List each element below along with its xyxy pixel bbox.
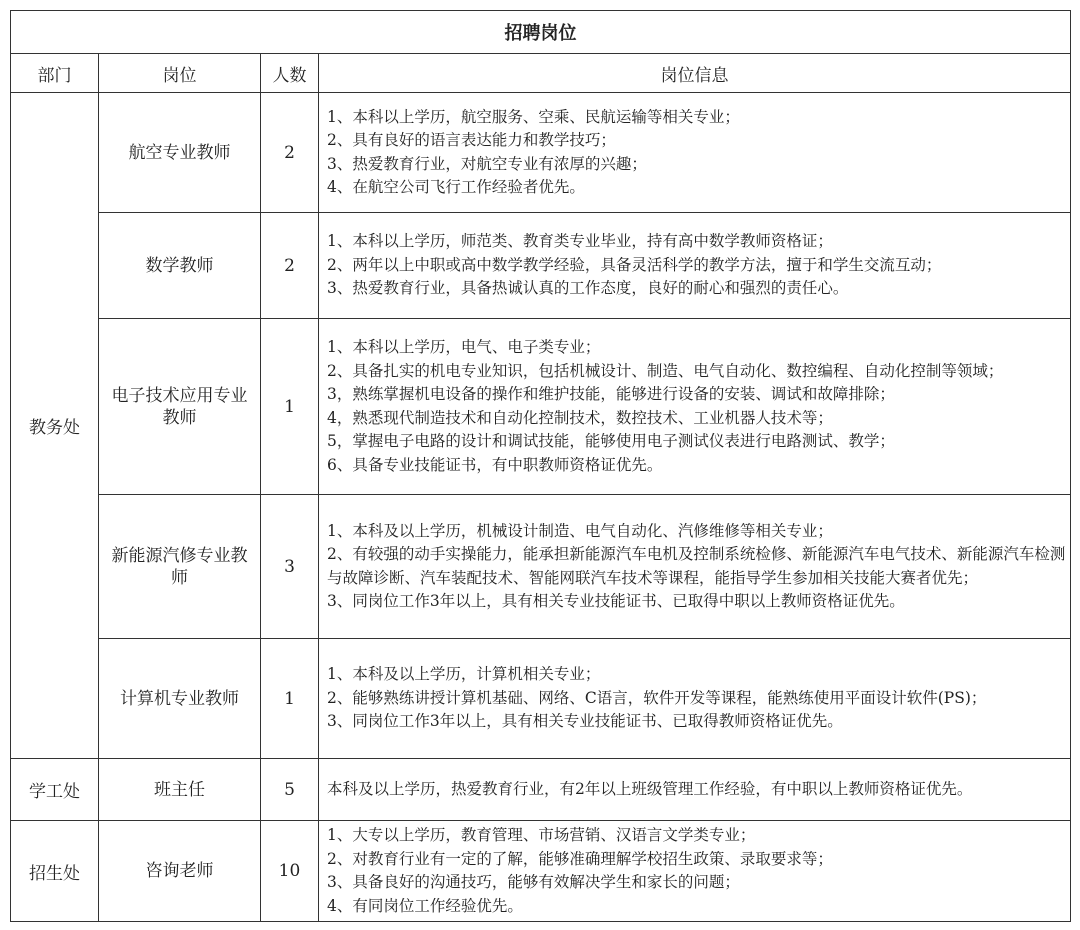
header-count: 人数	[261, 54, 319, 93]
table-row	[11, 759, 1071, 821]
info-line: 本科及以上学历，热爱教育行业，有2年以上班级管理工作经验，有中职以上教师资格证优先。	[327, 779, 973, 798]
info-line: 1、大专以上学历，教育管理、市场营销、汉语言文学类专业；	[327, 826, 756, 844]
header-position: 岗位	[99, 54, 261, 93]
position-cell: 电子技术应用专业教师	[99, 319, 261, 495]
table-title: 招聘岗位	[11, 11, 1071, 54]
info-line: 3，熟练掌握机电设备的操作和维护技能，能够进行设备的安装、调试和故障排除；	[327, 385, 895, 403]
info-line: 2、对教育行业有一定的了解，能够准确理解学校招生政策、录取要求等；	[327, 849, 833, 868]
table-row	[11, 93, 1071, 213]
count-cell: 2	[261, 93, 319, 213]
info-line: 2、能够熟练讲授计算机基础、网络、C语言，软件开发等课程，能熟练使用平面设计软件(PS)；	[327, 688, 987, 707]
table-row	[11, 821, 1071, 922]
info-cell	[319, 319, 1071, 495]
info-cell	[319, 639, 1071, 759]
info-line: 6、具备专业技能证书，有中职教师资格证优先。	[327, 455, 663, 474]
info-cell	[319, 93, 1071, 213]
count-cell: 5	[261, 759, 319, 821]
info-line: 4、有同岗位工作经验优先。	[327, 896, 523, 915]
info-line: 3、热爱教育行业，对航空专业有浓厚的兴趣；	[327, 154, 647, 173]
info-line: 1、本科以上学历，电气、电子类专业；	[327, 338, 601, 356]
info-line: 3、同岗位工作3年以上，具有相关专业技能证书、已取得教师资格证优先。	[327, 712, 843, 731]
table-row	[11, 213, 1071, 319]
count-cell: 10	[261, 821, 319, 922]
info-line: 3、具备良好的沟通技巧，能够有效解决学生和家长的问题；	[327, 873, 740, 891]
header-dept: 部门	[11, 54, 99, 93]
table-row	[11, 495, 1071, 639]
dept-cell: 教务处	[11, 93, 99, 759]
info-line: 1、本科以上学历，航空服务、空乘、民航运输等相关专业；	[327, 107, 740, 126]
table-row	[11, 639, 1071, 759]
info-line: 1、本科及以上学历，机械设计制造、电气自动化、汽修维修等相关专业；	[327, 521, 833, 540]
count-cell: 1	[261, 639, 319, 759]
info-line: 2、具有良好的语言表达能力和教学技巧；	[327, 131, 616, 149]
dept-cell: 招生处	[11, 821, 99, 922]
dept-cell: 学工处	[11, 759, 99, 821]
title-row	[11, 11, 1071, 54]
info-line: 5，掌握电子电路的设计和调试技能，能够使用电子测试仪表进行电路测试、教学；	[327, 432, 895, 450]
info-line: 2、有较强的动手实操能力，能承担新能源汽车电机及控制系统检修、新能源汽车电气技术、新能源汽车检测与故障诊断、汽车装配技术、智能网联汽车技术等课程，能指导学生参加相关技能大赛者优先；	[327, 545, 1066, 587]
position-cell: 咨询老师	[99, 821, 261, 922]
info-cell	[319, 821, 1071, 922]
position-cell: 班主任	[99, 759, 261, 821]
recruitment-table	[10, 10, 1071, 922]
info-line: 3、热爱教育行业，具备热诚认真的工作态度，良好的耐心和强烈的责任心。	[327, 279, 849, 298]
count-cell: 2	[261, 213, 319, 319]
position-cell: 数学教师	[99, 213, 261, 319]
position-cell: 新能源汽修专业教师	[99, 495, 261, 639]
info-line: 3、同岗位工作3年以上，具有相关专业技能证书、已取得中职以上教师资格证优先。	[327, 592, 905, 610]
position-cell: 航空专业教师	[99, 93, 261, 213]
count-cell: 1	[261, 319, 319, 495]
info-line: 1、本科以上学历，师范类、教育类专业毕业，持有高中数学教师资格证；	[327, 232, 833, 251]
info-cell	[319, 213, 1071, 319]
header-info: 岗位信息	[319, 54, 1071, 93]
info-line: 2、两年以上中职或高中数学教学经验，具备灵活科学的教学方法，擅于和学生交流互动；	[327, 255, 942, 274]
info-line: 2、具备扎实的机电专业知识，包括机械设计、制造、电气自动化、数控编程、自动化控制等领域；	[327, 361, 1004, 380]
info-line: 1、本科及以上学历，计算机相关专业；	[327, 665, 601, 684]
info-line: 4、在航空公司飞行工作经验者优先。	[327, 178, 585, 196]
info-cell	[319, 759, 1071, 821]
position-cell: 计算机专业教师	[99, 639, 261, 759]
header-row	[11, 54, 1071, 93]
info-cell	[319, 495, 1071, 639]
table-row	[11, 319, 1071, 495]
count-cell: 3	[261, 495, 319, 639]
info-line: 4，熟悉现代制造技术和自动化控制技术，数控技术、工业机器人技术等；	[327, 408, 833, 427]
